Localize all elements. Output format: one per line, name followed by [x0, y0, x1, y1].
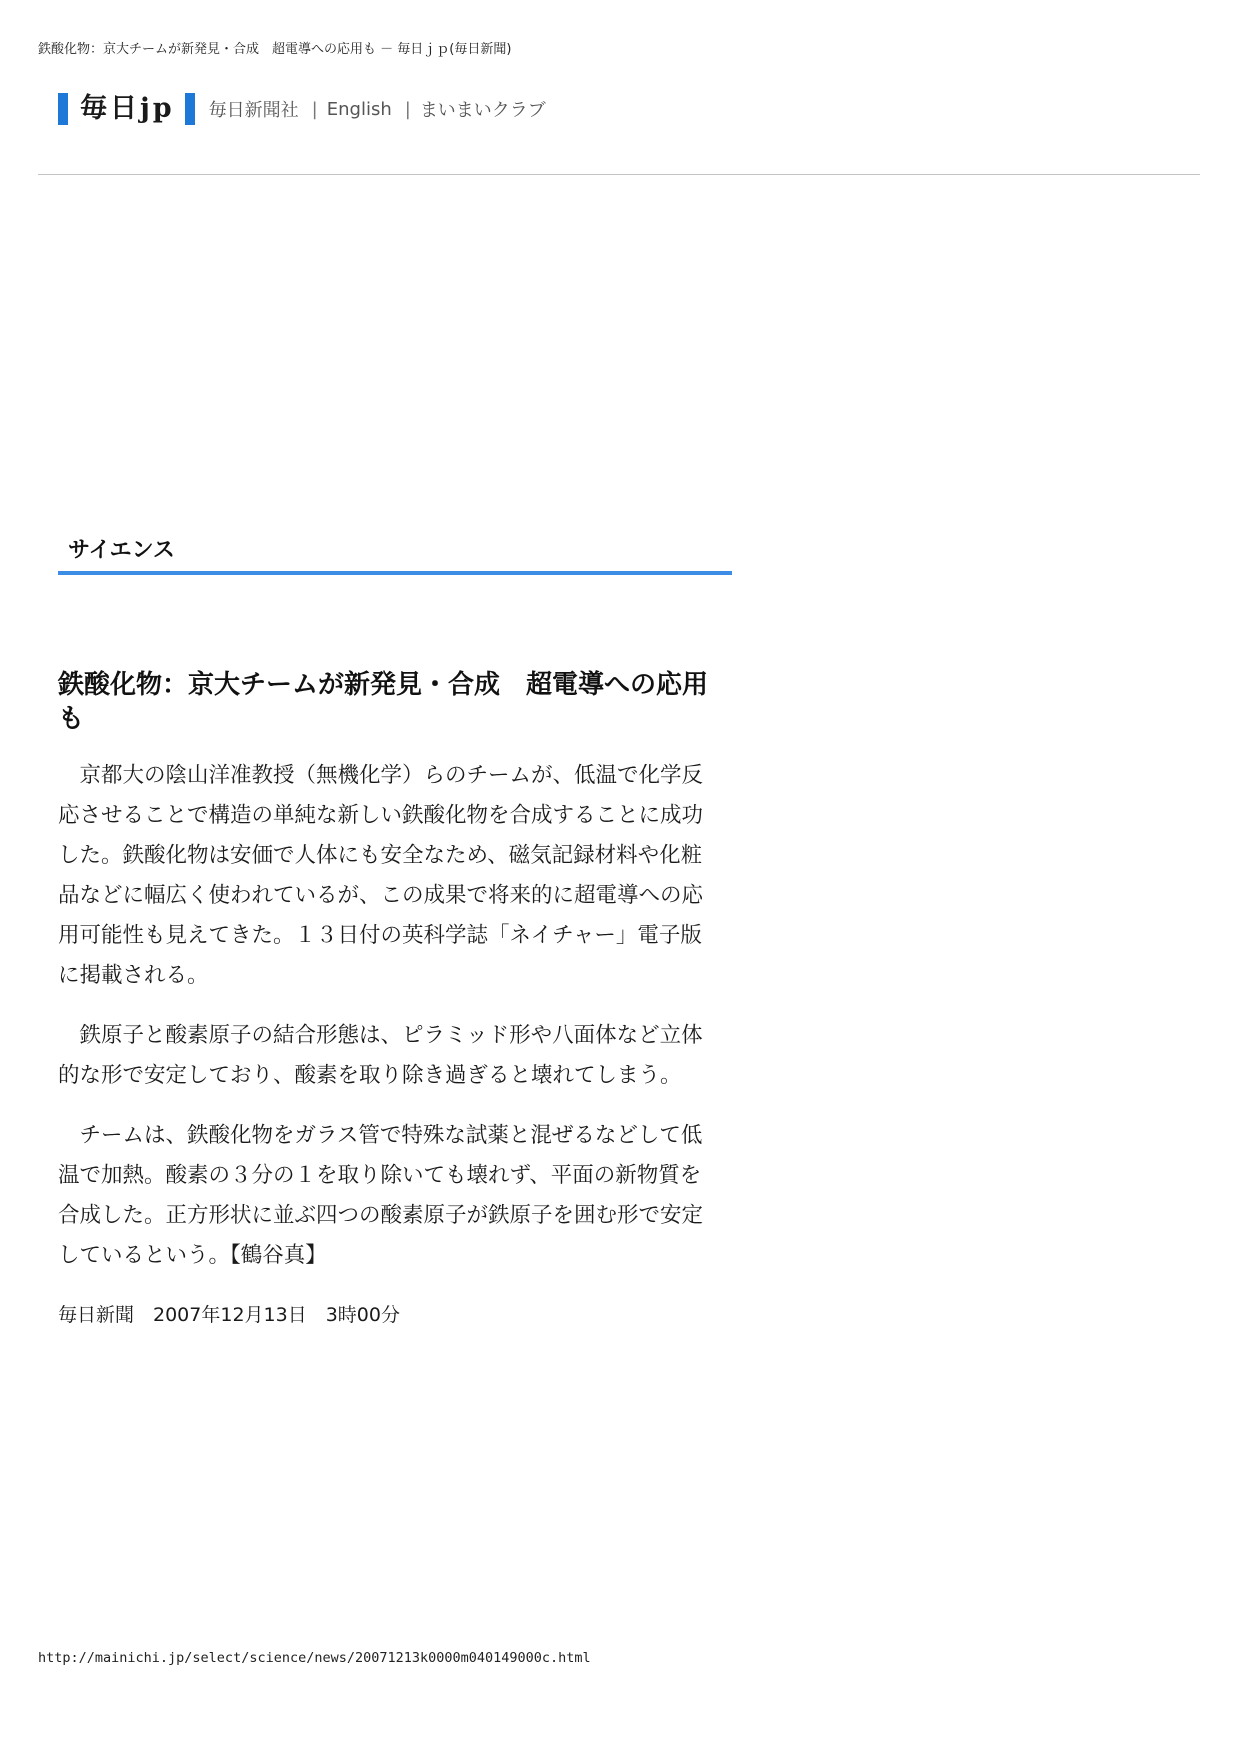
nav-link-english[interactable]: English: [326, 98, 392, 120]
print-header-title: 鉄酸化物：京大チームが新発見・合成 超電導への応用も － 毎日ｊｐ(毎日新聞): [38, 42, 512, 57]
nav-separator: |: [311, 98, 318, 120]
header-divider: [38, 174, 1200, 175]
section-underline: [58, 571, 732, 575]
top-nav: [209, 96, 546, 122]
section-title: サイエンス: [68, 538, 175, 563]
article-paragraph: 鉄原子と酸素原子の結合形態は、ピラミッド形や八面体など立体的な形で安定しており、酸素を取り除き過ぎると壊れてしまう。: [58, 1023, 703, 1088]
nav-link-maimai-club[interactable]: まいまいクラブ: [419, 100, 546, 121]
section-header: [58, 534, 732, 575]
site-logo[interactable]: [58, 92, 195, 126]
article-paragraph: 京都大の陰山洋准教授（無機化学）らのチームが、低温で化学反応させることで構造の単純な新しい鉄酸化物を合成することに成功した。鉄酸化物は安価で人体にも安全なため、磁気記録材料や化粧品などに幅広く使われているが、この成果で将来的に超電導への応用可能性も見えてきた。１３日付の英科学誌「ネイチャー」電子版に掲載される。: [58, 763, 704, 988]
nav-separator: |: [404, 98, 411, 120]
article-dateline: 毎日新聞 2007年12月13日 3時00分: [58, 1304, 400, 1326]
article: [58, 668, 714, 1330]
logo-text: 毎日jp: [80, 93, 175, 124]
site-masthead: [58, 92, 546, 126]
print-footer-url: http://mainichi.jp/select/science/news/20071213k0000m040149000c.html: [38, 1650, 591, 1666]
logo-bar-right: [185, 93, 195, 125]
article-paragraph: チームは、鉄酸化物をガラス管で特殊な試薬と混ぜるなどして低温で加熱。酸素の３分の１を取り除いても壊れず、平面の新物質を合成した。正方形状に並ぶ四つの酸素原子が鉄原子を囲む形で安定しているという。【鶴谷真】: [58, 1123, 704, 1268]
article-headline: 鉄酸化物：京大チームが新発見・合成 超電導への応用も: [58, 670, 709, 734]
logo-bar-left: [58, 93, 68, 125]
nav-link-mainichi-company[interactable]: 毎日新聞社: [208, 100, 299, 121]
